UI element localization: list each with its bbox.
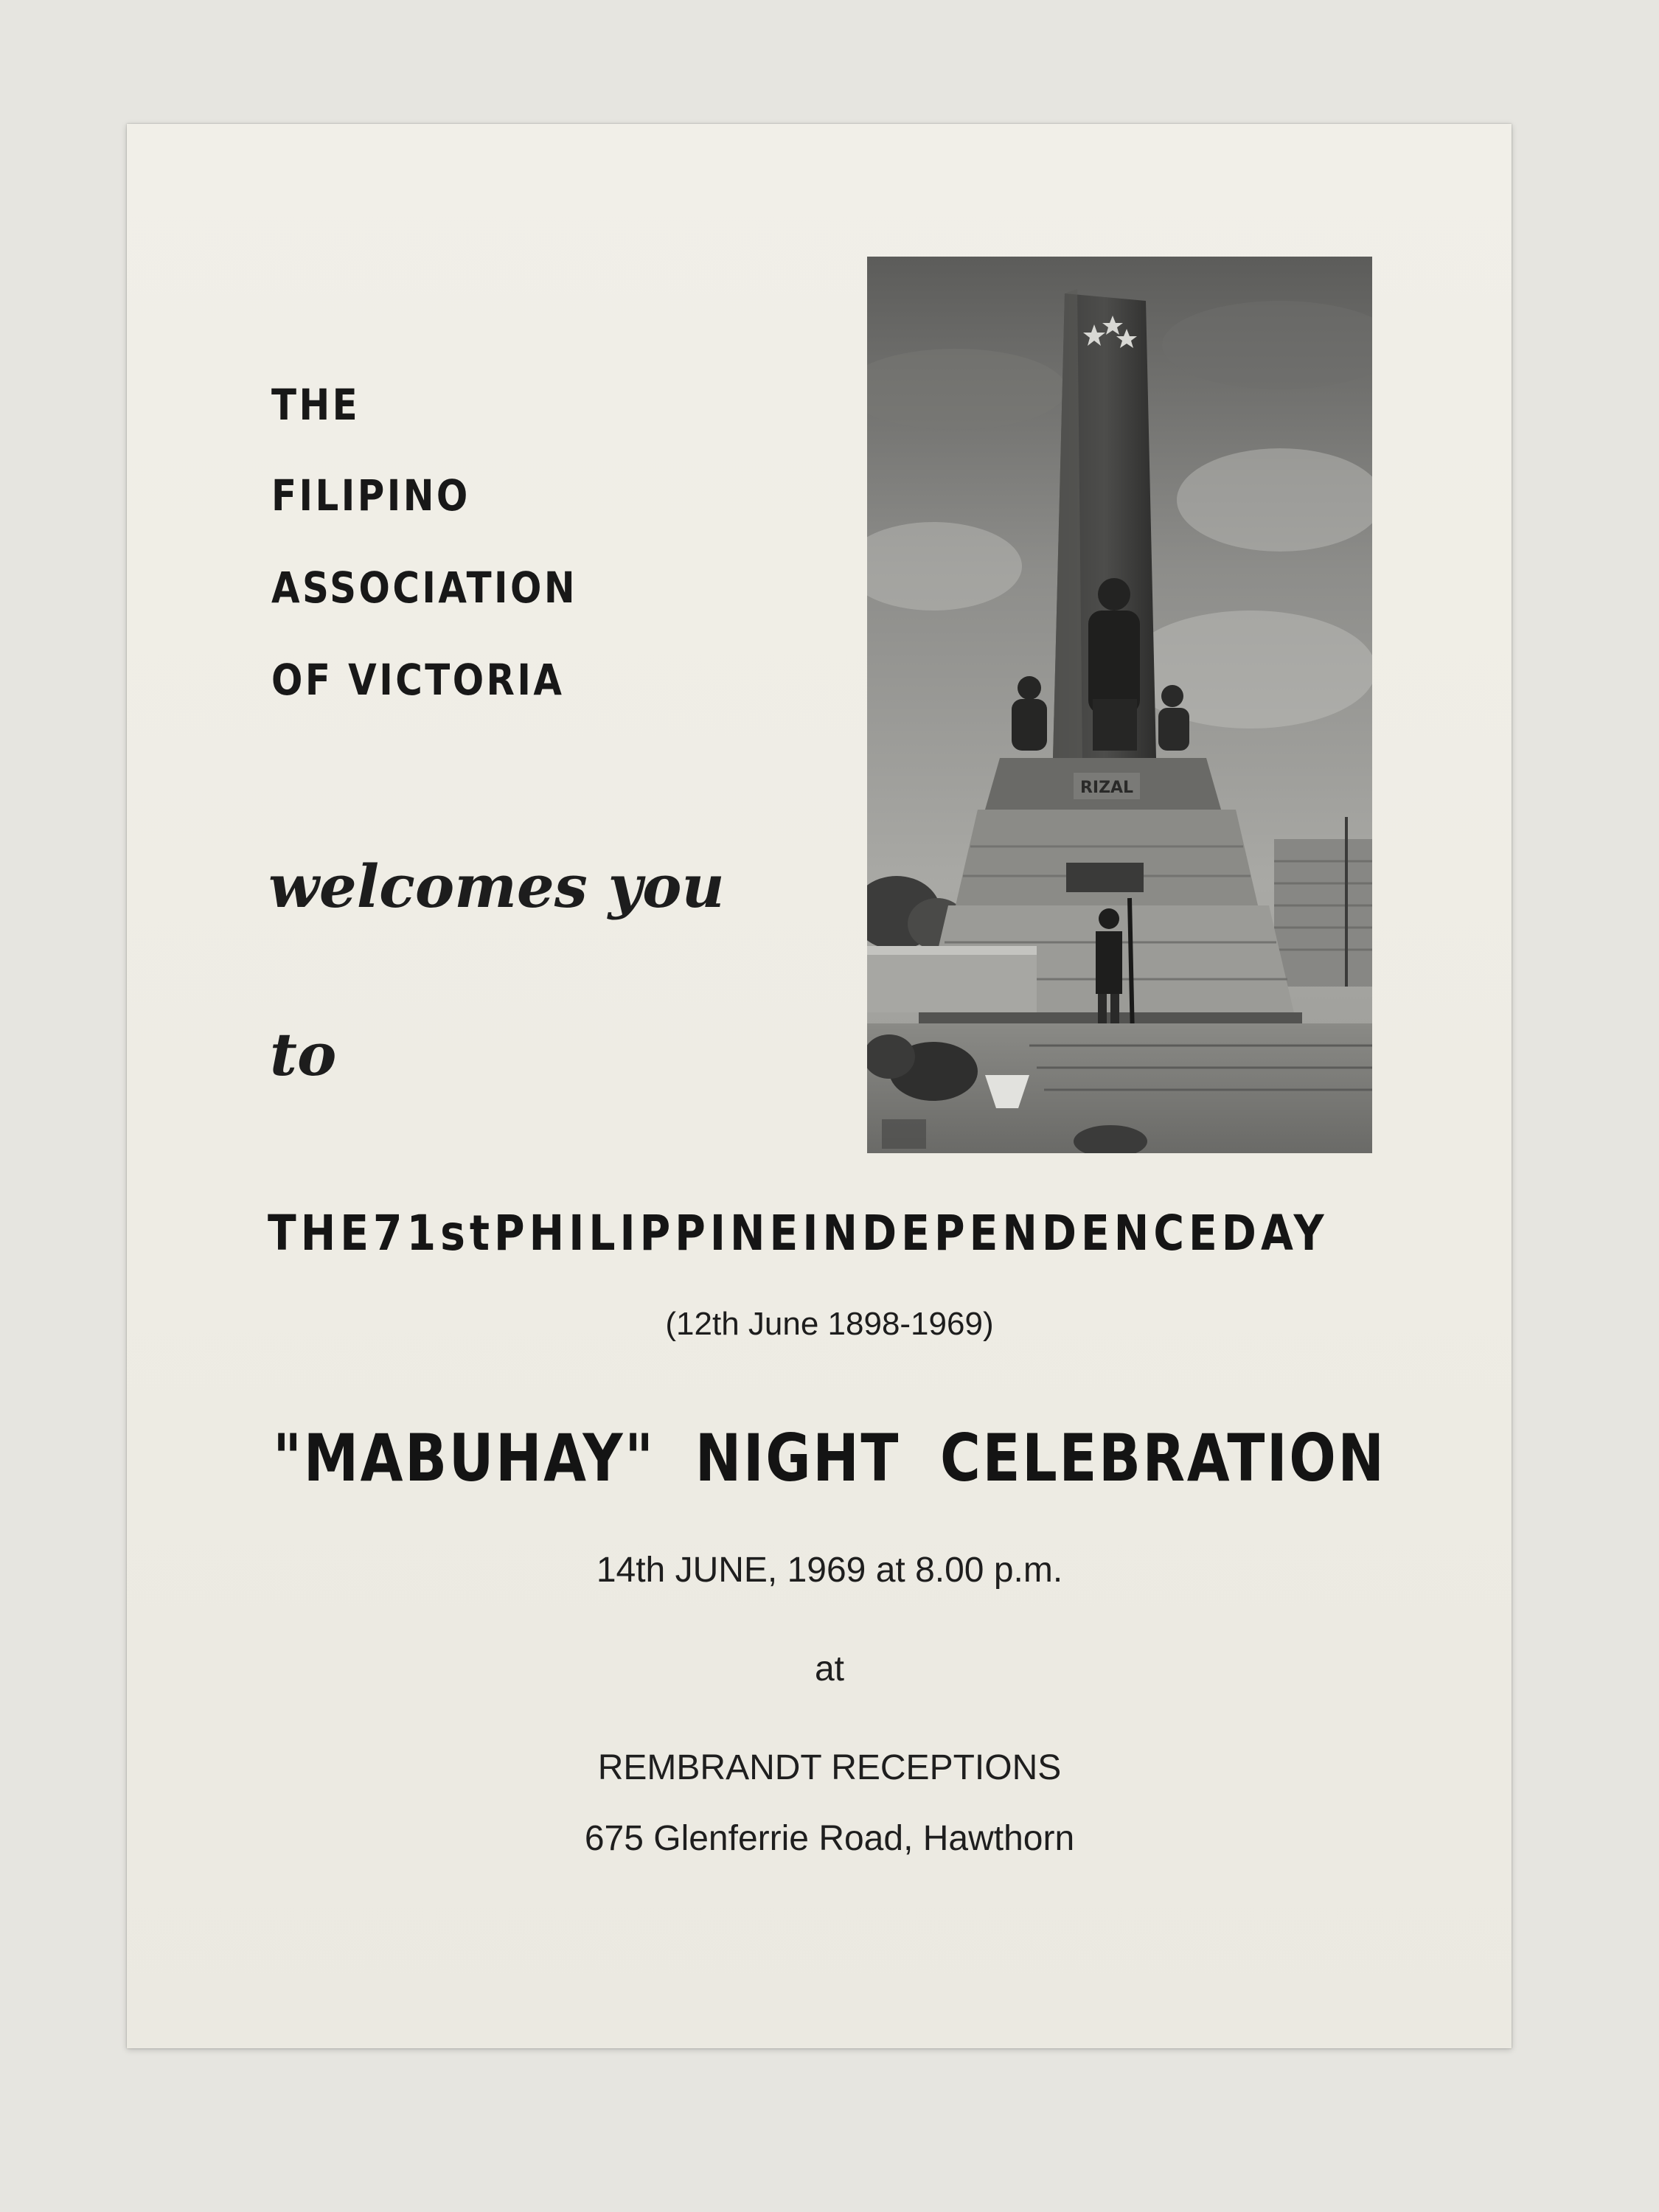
at-text: at: [814, 1649, 845, 1688]
to-text: to: [270, 1020, 337, 1089]
title-word-71st: 71st: [373, 1205, 495, 1262]
rizal-monument-photo: [867, 257, 1372, 1153]
title-word-independence: INDEPENDENCE: [802, 1205, 1222, 1262]
anniversary-dates: (12th June 1898-1969): [665, 1306, 994, 1342]
celebration-title: [0, 1420, 1659, 1496]
title-word-the: THE: [268, 1205, 374, 1262]
association-line-association: ASSOCIATION: [271, 563, 578, 613]
event-date-time: 14th JUNE, 1969 at 8.00 p.m.: [596, 1551, 1063, 1590]
independence-day-title: [268, 1205, 1329, 1262]
welcomes-you-text: welcomes you: [268, 852, 725, 921]
title-word-day: DAY: [1221, 1205, 1329, 1262]
venue-name: REMBRANDT RECEPTIONS: [597, 1748, 1062, 1787]
association-line-the: THE: [271, 380, 361, 430]
association-line-filipino: FILIPINO: [271, 470, 470, 521]
celebration-title-text: "MABUHAY" NIGHT CELEBRATION: [273, 1420, 1386, 1496]
monument-inscription: RIZAL: [1079, 779, 1134, 797]
title-word-philippine: PHILIPPINE: [494, 1205, 803, 1262]
association-line-victoria: OF VICTORIA: [271, 655, 565, 705]
venue-address: 675 Glenferrie Road, Hawthorn: [584, 1819, 1075, 1858]
